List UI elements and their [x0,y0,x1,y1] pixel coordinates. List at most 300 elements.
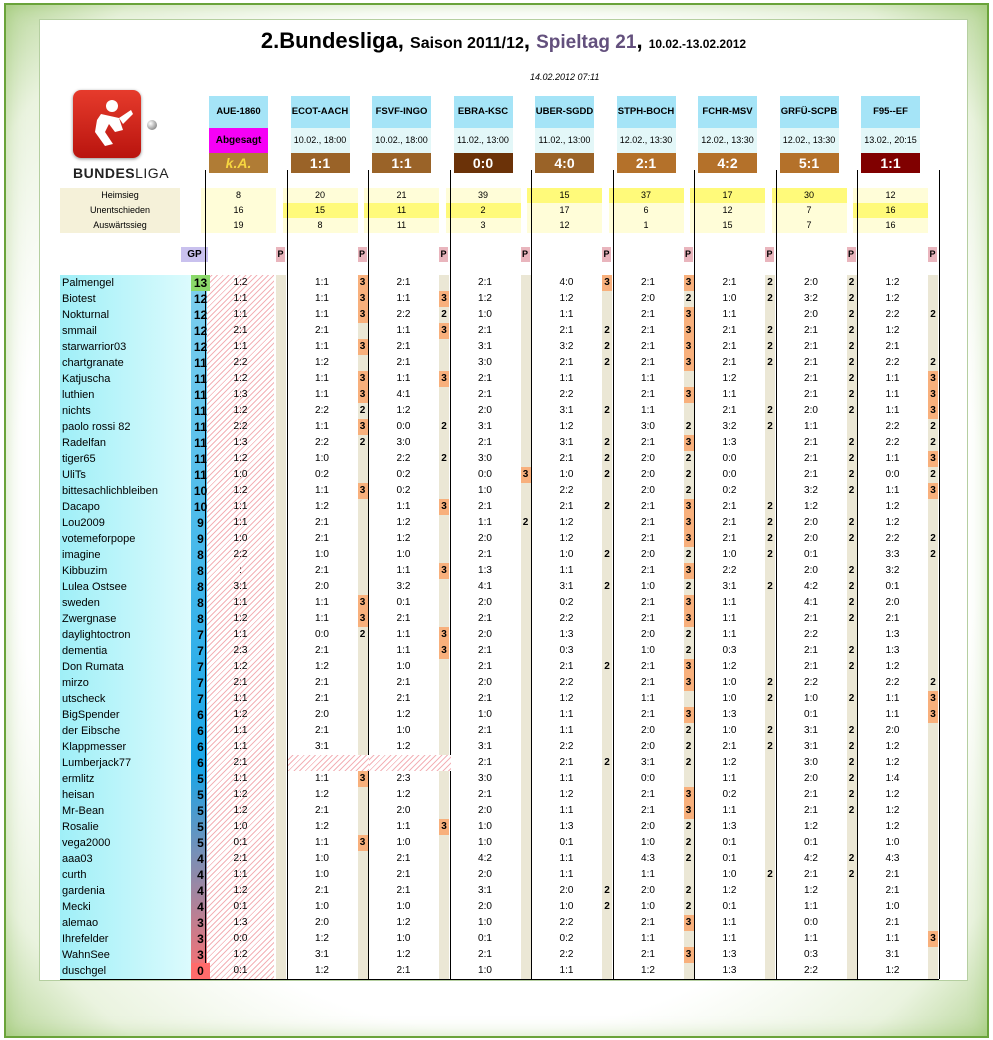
stat-value: 3 [446,218,521,233]
match-score: 2:1 [617,153,676,173]
player-name: Lumberjack77 [62,757,132,769]
tip-cell: 1:2 [396,789,411,800]
points-cell [765,371,775,387]
points-cell [928,963,938,979]
tip-cell: 2:1 [478,437,492,448]
points-cell [765,787,775,803]
tip-cell: 2:1 [722,325,737,336]
player-name: gardenia [62,885,105,897]
tip-cell: 3:0 [804,757,818,768]
points-cell [847,499,857,515]
tip-cell: 2:1 [559,325,574,336]
tip-cell: 2:1 [641,789,655,800]
points-cell: 2 [685,485,692,496]
points-cell [358,531,368,547]
tip-cell: 1:0 [396,837,411,848]
player-gp: 10 [193,500,208,514]
tip-cell: 2:1 [478,325,492,336]
tip-cell: 0:1 [722,853,737,864]
tip-cell: 1:2 [396,517,411,528]
points-cell [602,611,612,627]
tip-cell: 1:2 [396,949,411,960]
points-cell: 3 [358,275,368,291]
player-gp: 0 [191,963,210,979]
points-cell [276,563,286,579]
match-column [372,96,431,173]
player-gp: 7 [197,628,204,642]
points-cell [521,931,531,947]
wordmark-light: LIGA [135,165,170,181]
stat-value: 19 [201,218,276,233]
tip-cell: 2:1 [641,917,655,928]
tip-cell: 1:0 [722,677,737,688]
tip-cell: 2:1 [804,469,818,480]
points-cell [521,323,531,339]
match-score: 5:1 [780,153,839,173]
tip-cell: 2:1 [478,389,492,400]
points-cell: 2 [604,341,610,352]
tip-cell: 1:2 [722,885,737,896]
tip-cell: 2:1 [559,661,574,672]
points-cell: 3 [684,339,694,355]
points-cell [765,819,775,835]
tip-cell: 1:2 [478,293,492,304]
tip-cell: 2:2 [559,677,574,688]
tip-cell: 3:1 [641,757,655,768]
match-column [291,96,350,173]
gp-header: GP [181,247,208,262]
match-date: 12.02., 13:30 [780,128,839,153]
points-cell [276,723,286,739]
points-cell [358,867,368,883]
player-name: vega2000 [62,837,111,849]
tip-cell: 4:1 [396,389,411,400]
stat-value: 15 [527,188,602,203]
tip-cell: 3:0 [641,421,655,432]
player-name: votemeforpope [62,533,136,545]
stat-value: 7 [772,203,847,218]
match-name: GRFÜ-SCPB [780,96,839,128]
tip-cell: 2:0 [315,709,329,720]
tip-cell: 2:0 [804,565,818,576]
player-gp: 8 [197,548,204,562]
player-gp: 11 [194,452,207,466]
points-cell [602,707,612,723]
ball-icon [147,120,157,130]
tip-cell: 1:1 [233,629,248,640]
tip-cell: 0:1 [233,837,248,848]
points-cell: 3 [684,387,694,403]
tip-cell: 2:2 [885,309,900,320]
player-name: Katjuscha [62,373,111,385]
tip-cell: 2:0 [315,917,329,928]
match-score: 0:0 [454,153,513,173]
points-cell [765,915,775,931]
points-cell: 2 [767,581,773,592]
tip-cell: 1:2 [885,821,900,832]
tip-cell: 2:0 [478,597,492,608]
tip-cell: 2:1 [315,325,329,336]
points-cell [847,931,857,947]
points-cell [276,339,286,355]
points-cell [602,739,612,755]
points-cell [358,787,368,803]
tip-cell: 1:3 [559,821,574,832]
points-cell: 3 [684,435,694,451]
points-cell [928,739,938,755]
points-cell [847,675,857,691]
tip-cell: 2:1 [804,869,818,880]
points-cell [276,787,286,803]
points-cell [276,771,286,787]
tip-cell: 2:1 [315,885,329,896]
p-header: P [928,247,937,262]
points-cell [358,675,368,691]
stat-value: 6 [609,203,684,218]
points-cell [358,883,368,899]
points-cell [521,531,531,547]
player-gp: 4 [197,868,204,882]
player-name: paolo rossi 82 [62,421,131,433]
points-cell: 2 [767,741,773,752]
tip-cell: 2:2 [233,549,248,560]
tip-cell: 1:3 [233,437,248,448]
tip-cell: 1:0 [722,725,737,736]
points-cell [765,899,775,915]
points-cell [276,627,286,643]
tip-cell: 2:1 [722,357,737,368]
points-cell: 2 [848,277,855,288]
tip-cell: 2:0 [885,597,900,608]
points-cell: 3 [358,419,368,435]
tip-cell: 2:1 [641,517,655,528]
points-cell [439,915,449,931]
tip-cell: 1:0 [315,453,329,464]
tip-cell: 2:0 [641,629,655,640]
tip-cell: 2:1 [641,565,655,576]
tip-cell: 2:1 [641,709,655,720]
points-cell [276,963,286,979]
points-cell [928,803,938,819]
points-cell [439,931,449,947]
player-name: der Eibsche [62,725,121,737]
tip-cell: 1:1 [396,325,411,336]
points-cell [847,819,857,835]
points-cell: 2 [930,357,936,368]
points-cell: 2 [767,421,773,432]
points-cell [928,659,938,675]
tip-cell: 2:2 [559,613,574,624]
points-cell: 2 [767,357,773,368]
stat-value: 16 [853,218,928,233]
points-cell [847,915,857,931]
points-cell [765,467,775,483]
tip-cell: 1:1 [233,741,248,752]
tip-cell: 1:0 [722,549,737,560]
points-cell: 2 [604,549,610,560]
points-cell [276,611,286,627]
player-gp: 9 [197,516,204,530]
tip-cell: 2:1 [641,613,655,624]
points-cell [358,723,368,739]
tip-cell: 1:1 [559,725,574,736]
points-cell: 3 [684,675,694,691]
points-cell: 2 [848,389,855,400]
tip-cell: 1:0 [559,469,574,480]
tip-cell: 2:1 [641,677,655,688]
tip-cell: 1:3 [722,965,737,976]
title-season: Saison 2011/12 [410,35,524,52]
tip-cell: 2:1 [885,613,900,624]
tip-cell: 1:0 [722,693,737,704]
tip-cell: 2:1 [559,453,574,464]
points-cell [521,787,531,803]
points-cell: 2 [767,341,773,352]
points-cell [521,611,531,627]
tip-cell: 3:1 [559,581,574,592]
points-cell: 2 [604,437,610,448]
tip-cell: 3:0 [396,437,411,448]
points-cell [928,755,938,771]
column-divider [613,170,614,979]
points-cell [602,819,612,835]
tip-cell: 2:1 [396,357,411,368]
points-cell [439,483,449,499]
tip-cell: 2:1 [315,533,329,544]
bundesliga-logo [73,90,177,186]
tip-cell: 1:1 [722,805,737,816]
points-cell: 3 [928,931,938,947]
points-cell [602,963,612,979]
points-cell: 3 [928,371,938,387]
tip-cell: 2:1 [396,277,411,288]
points-cell [765,307,775,323]
tip-cell: 3:1 [804,725,818,736]
tip-cell: 1:2 [559,517,574,528]
points-cell [276,307,286,323]
match-date: 13.02., 20:15 [861,128,920,153]
match-date: 11.02., 13:00 [535,128,594,153]
tip-cell: 0:0 [722,453,737,464]
tip-cell: 1:1 [315,597,329,608]
tip-cell: 1:0 [885,837,900,848]
tip-cell: 1:1 [315,389,329,400]
points-cell [765,595,775,611]
tip-cell: 2:0 [559,885,574,896]
tip-cell: 2:1 [722,405,737,416]
tip-cell: 0:1 [233,901,248,912]
points-cell [521,547,531,563]
tip-cell: 4:1 [478,581,492,592]
tip-cell: 2:1 [804,357,818,368]
points-cell [439,947,449,963]
tip-cell: 1:2 [396,917,411,928]
tip-cell: 1:1 [641,693,655,704]
tip-cell: 0:0 [804,917,818,928]
tip-cell: 2:1 [396,869,411,880]
tip-cell: 2:1 [478,757,492,768]
points-cell [276,275,286,291]
tip-cell: 1:1 [722,309,737,320]
points-cell: 3 [439,627,449,643]
tip-cell: 2:1 [804,613,818,624]
tip-cell: 1:2 [722,757,737,768]
points-cell: 2 [359,629,366,640]
match-score: 1:1 [861,153,920,173]
tip-cell: 1:2 [885,501,900,512]
tip-cell: 1:2 [315,357,329,368]
points-cell: 3 [521,467,531,483]
points-cell [928,835,938,851]
logo-wordmark [73,165,169,181]
tip-cell: 2:1 [885,885,900,896]
tip-cell: 1:0 [478,485,492,496]
tip-cell: 1:1 [559,965,574,976]
tip-cell: 1:0 [396,661,411,672]
points-cell [928,323,938,339]
tip-cell: 2:0 [804,277,818,288]
stat-value: 16 [201,203,276,218]
player-name: Nokturnal [62,309,110,321]
match-column [861,96,920,173]
points-cell [521,899,531,915]
points-cell [276,899,286,915]
player-gp: 7 [197,660,204,674]
player-name: BigSpender [62,709,120,721]
points-cell [276,675,286,691]
points-cell [684,771,694,787]
player-gp: 11 [194,420,207,434]
tip-cell: 2:0 [641,741,655,752]
tip-cell: 2:1 [804,661,818,672]
points-cell: 2 [767,517,773,528]
points-cell [521,499,531,515]
tip-cell: 2:1 [396,965,411,976]
tip-cell: 1:0 [641,837,655,848]
tip-cell: 3:2 [804,293,818,304]
tip-cell: 1:1 [315,837,329,848]
tip-cell: 2:1 [233,325,248,336]
match-date: 11.02., 13:00 [454,128,513,153]
tip-cell: 0:1 [722,901,737,912]
points-cell [439,531,449,547]
tip-cell: 3:2 [559,341,574,352]
points-cell: 2 [848,741,855,752]
player-name: Kibbuzim [62,565,108,577]
match-column [617,96,676,173]
tip-cell: 1:0 [641,581,655,592]
tip-cell: 1:0 [478,821,492,832]
points-cell [928,947,938,963]
points-cell [765,883,775,899]
points-cell [276,291,286,307]
tip-cell: 0:2 [559,597,574,608]
tip-cell: 1:2 [885,741,900,752]
column-divider [939,170,940,979]
tip-cell: 2:2 [559,485,574,496]
points-cell [439,387,449,403]
points-cell [276,803,286,819]
points-cell [276,755,286,771]
tip-cell: 2:0 [478,805,492,816]
points-cell: 2 [685,421,692,432]
tip-cell: 0:0 [478,469,492,480]
tip-cell: 1:2 [396,709,411,720]
tip-cell: 1:1 [641,373,655,384]
points-cell: 3 [358,291,368,307]
points-cell: 2 [848,325,855,336]
stat-value: 17 [527,203,602,218]
tip-cell: 2:2 [885,533,900,544]
tip-cell: 2:1 [641,533,655,544]
page-title: 2.Bundesliga, Saison 2011/12, Spieltag 21, 10.02.-13.02.2012 [260,28,747,53]
tip-cell: 3:1 [885,949,900,960]
tip-cell: 1:2 [233,805,248,816]
tip-cell: 3:0 [478,773,492,784]
tip-cell: 2:1 [804,453,818,464]
p-header: P [684,247,693,262]
tip-cell: 3:1 [722,581,737,592]
tip-cell [370,755,437,771]
points-cell [928,563,938,579]
column-divider [531,170,532,979]
tip-cell: 1:1 [722,629,737,640]
points-cell [439,691,449,707]
timestamp: 14.02.2012 07:11 [530,72,600,82]
tip-cell: 3:2 [722,421,737,432]
player-name: sweden [62,597,100,609]
points-cell [276,451,286,467]
tip-cell: 1:1 [315,293,329,304]
points-cell [358,515,368,531]
points-cell: 2 [848,757,855,768]
points-cell: 2 [767,549,773,560]
tip-cell: 2:1 [641,661,655,672]
p-header: P [439,247,448,262]
points-cell [521,307,531,323]
player-gp: 7 [197,692,204,706]
tip-cell: 3:1 [478,421,492,432]
p-header: P [358,247,367,262]
outer-frame [4,3,989,1038]
points-cell [276,867,286,883]
tip-cell: 2:2 [804,629,818,640]
points-cell: 3 [684,323,694,339]
points-cell [521,275,531,291]
tip-cell: 2:1 [478,277,492,288]
player-name: Radelfan [62,437,107,449]
points-cell: 2 [848,373,855,384]
tip-cell: 1:1 [559,373,574,384]
column-divider [694,170,695,979]
player-name: WahnSee [62,949,110,961]
points-cell [439,595,449,611]
points-cell: 2 [685,645,692,656]
match-date: 10.02., 18:00 [372,128,431,153]
tip-cell: 2:1 [641,325,655,336]
points-cell [765,803,775,819]
points-cell [521,291,531,307]
points-cell [358,659,368,675]
points-cell [684,931,694,947]
tip-cell: 1:2 [885,789,900,800]
points-cell [276,419,286,435]
tip-cell: 1:2 [315,821,329,832]
tip-cell: 1:0 [315,869,329,880]
tip-cell: 2:0 [641,453,655,464]
points-cell: 3 [358,339,368,355]
points-cell: 2 [930,421,936,432]
